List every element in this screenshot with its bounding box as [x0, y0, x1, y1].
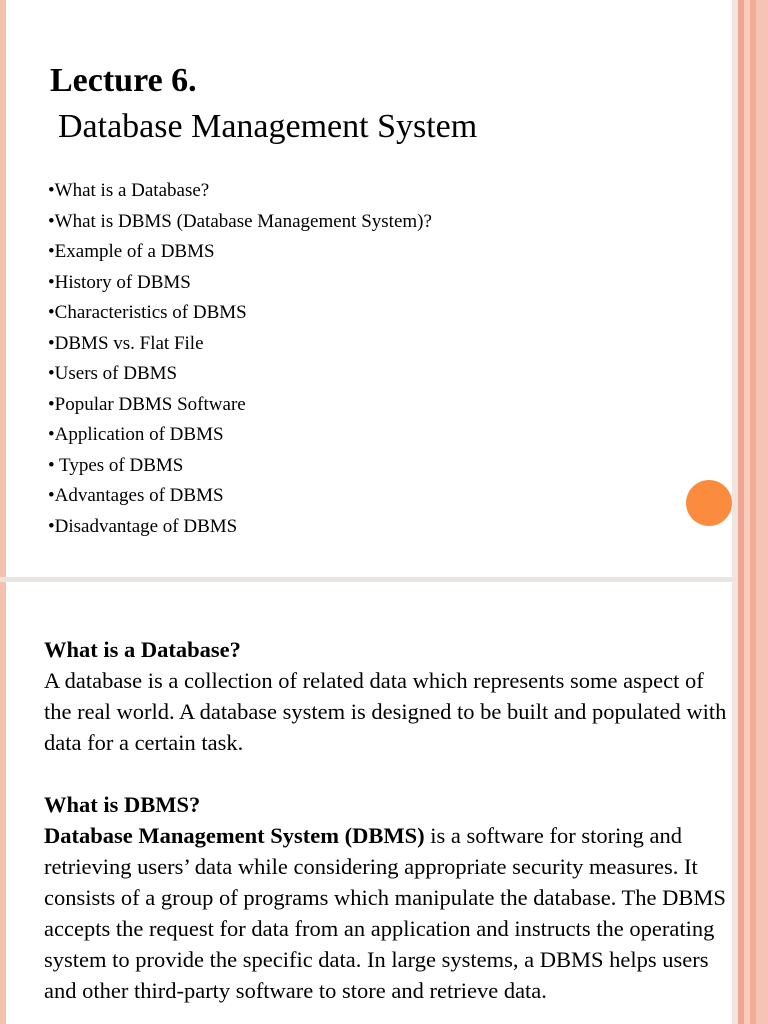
list-item: •History of DBMS: [48, 271, 191, 293]
paragraph: [44, 820, 734, 1006]
paragraph-text: is a software for storing and retrieving users’ data while considering appropriate security measures. It consists of a group of programs which manipulate the database. The DBMS accepts the request for data from an application and instructs the operating system to provide the specific data. In large systems, a DBMS helps users and other third-party software to store and retrieve data.: [44, 823, 726, 1003]
topic-list: [48, 178, 432, 544]
slide-title: Lecture 6.: [50, 62, 197, 99]
section-heading: What is a Database?: [44, 637, 241, 662]
decorative-stripe: [756, 0, 768, 1024]
list-item: •What is a Database?: [48, 180, 210, 201]
term-bold: Database Management System (DBMS): [44, 823, 425, 848]
list-item: •Characteristics of DBMS: [48, 302, 247, 323]
list-item: •Disadvantage of DBMS: [48, 515, 238, 537]
list-item: •What is DBMS (Database Management System)?: [48, 210, 432, 232]
list-item: •Advantages of DBMS: [48, 485, 224, 506]
slide-subtitle: Database Management System: [58, 108, 478, 145]
list-item: •Example of a DBMS: [48, 241, 215, 262]
list-item: •Users of DBMS: [48, 363, 178, 384]
list-item: • Types of DBMS: [48, 454, 184, 476]
accent-circle: [686, 480, 732, 526]
list-item: •Application of DBMS: [48, 424, 224, 445]
slide-divider: [0, 577, 768, 582]
slide-left-border: [0, 0, 6, 577]
slide-left-border: [0, 582, 6, 1024]
paragraph: A database is a collection of related data which represents some aspect of the real world. A database system is designed to be built and populated with data for a certain task.: [44, 668, 727, 755]
list-item: •DBMS vs. Flat File: [48, 332, 204, 354]
slide-body: [44, 634, 734, 1006]
list-item: •Popular DBMS Software: [48, 393, 246, 415]
section-heading: What is DBMS?: [44, 792, 201, 817]
